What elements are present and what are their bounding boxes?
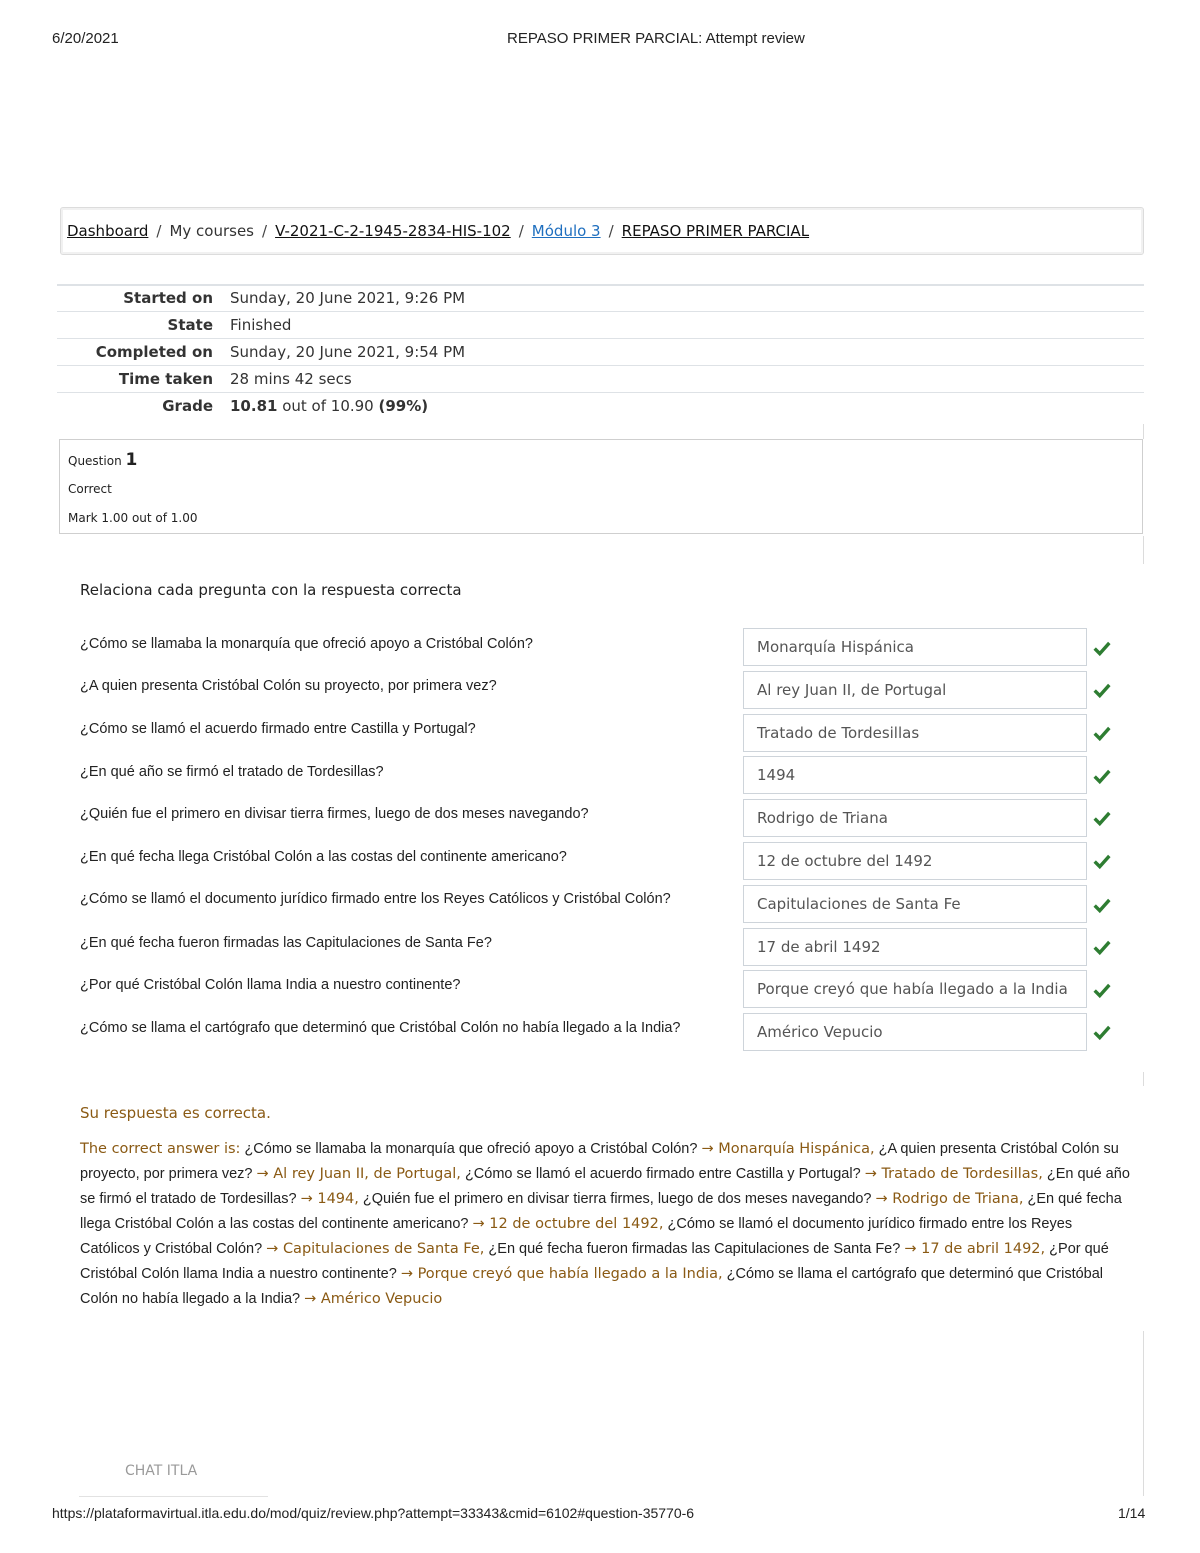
summary-row-time [57,365,1144,391]
breadcrumb-separator: / [608,222,614,240]
question-number-value: 1 [125,450,138,470]
summary-row-completed [57,338,1144,364]
breadcrumb-quiz-link[interactable]: REPASO PRIMER PARCIAL [621,222,810,240]
breadcrumb [60,207,1144,255]
ca-question: ¿Quién fue el primero en divisar tierra firmes, luego de dos meses navegando? [362,1191,872,1207]
ca-question: ¿A quien presenta Cristóbal Colón su proyecto, por primera vez? [80,1141,1119,1182]
divider [1143,1331,1144,1496]
ca-answer: 17 de abril 1492 [921,1241,1041,1257]
match-answer-select[interactable]: Monarquía Hispánica [743,628,1087,666]
match-question-text: ¿A quien presenta Cristóbal Colón su proyecto, por primera vez? [80,678,497,694]
grade-label: Grade [162,396,213,415]
breadcrumb-dashboard-link[interactable]: Dashboard [67,222,149,240]
match-question-text: ¿En qué año se firmó el tratado de Tordesillas? [80,764,384,780]
match-question-text: ¿Cómo se llamó el documento jurídico firmado entre los Reyes Católicos y Cristóbal Colón? [80,891,671,907]
started-on-label: Started on [123,289,213,307]
breadcrumb-separator: / [156,222,162,240]
divider [79,1496,268,1497]
match-answer-select[interactable]: Rodrigo de Triana [743,799,1087,837]
breadcrumb-my-courses: My courses [169,222,254,240]
match-answer-select[interactable]: 12 de octubre del 1492 [743,842,1087,880]
check-icon [1093,639,1111,657]
summary-row-grade [57,392,1144,418]
completed-on-label: Completed on [95,342,213,361]
match-question-text: ¿Cómo se llamó el acuerdo firmado entre Castilla y Portugal? [80,721,476,737]
grade-score: 10.81 [230,396,278,415]
ca-answer: Tratado de Tordesillas [881,1166,1039,1182]
breadcrumb-module-link[interactable]: Módulo 3 [531,222,601,240]
print-footer-url: https://plataformavirtual.itla.edu.do/mod/quiz/review.php?attempt=33343&cmid=6102#question-35770-6 [52,1505,695,1521]
completed-on-value: Sunday, 20 June 2021, 9:54 PM [230,342,466,361]
match-answer-select[interactable]: Al rey Juan II, de Portugal [743,671,1087,709]
ca-answer: Américo Vepucio [320,1291,443,1307]
match-answer-select[interactable]: Porque creyó que había llegado a la India [743,970,1087,1008]
ca-question: ¿Cómo se llama el cartógrafo que determinó que Cristóbal Colón no había llegado a la India? [80,1266,1104,1307]
ca-question: ¿Por qué Cristóbal Colón llama India a nuestro continente? [80,1241,1109,1282]
ca-answer: Monarquía Hispánica [718,1141,870,1157]
match-answer-select[interactable]: Capitulaciones de Santa Fe [743,885,1087,923]
breadcrumb-separator: / [518,222,524,240]
state-value: Finished [230,315,292,334]
check-icon [1093,767,1111,785]
match-question-text: ¿Cómo se llama el cartógrafo que determinó que Cristóbal Colón no había llegado a la India? [80,1020,681,1036]
match-answer-select[interactable]: Américo Vepucio [743,1013,1087,1051]
ca-question: ¿En qué fecha llega Cristóbal Colón a las costas del continente americano? [80,1191,1122,1232]
match-answer-select[interactable]: Tratado de Tordesillas [743,714,1087,752]
match-answer-select[interactable]: 1494 [743,756,1087,794]
ca-answer: Porque creyó que había llegado a la India [417,1266,718,1282]
feedback-text: Su respuesta es correcta. [80,1104,271,1122]
grade-percent: (99%) [378,396,429,415]
question-prompt: Relaciona cada pregunta con la respuesta correcta [80,581,462,599]
started-on-value: Sunday, 20 June 2021, 9:26 PM [230,289,466,307]
time-taken-value: 28 mins 42 secs [230,369,352,388]
ca-question: ¿En qué año se firmó el tratado de Tordesillas? [80,1166,1130,1207]
question-label: Question [68,454,122,468]
ca-question: ¿Cómo se llamaba la monarquía que ofreció apoyo a Cristóbal Colón? [244,1141,698,1157]
grade-value [230,397,428,415]
breadcrumb-separator: / [262,222,268,240]
print-title: REPASO PRIMER PARCIAL: Attempt review [507,30,805,47]
check-icon [1093,809,1111,827]
check-icon [1093,681,1111,699]
chat-itla-link[interactable]: CHAT ITLA [125,1463,198,1479]
check-icon [1093,938,1111,956]
ca-answer: Capitulaciones de Santa Fe [282,1241,480,1257]
correct-answer-text: The correct answer is: ¿Cómo se llamaba la monarquía que ofreció apoyo a Cristóbal Colón? → Monarquía Hispánica, ¿A quien presenta Cristóbal Colón su proyecto, por primera vez? → Al rey Juan II, de Portugal, ¿Cómo se llamó el acuerdo firmado entre Castilla y Portugal? → Tratado de Tordesillas, ¿En qué año se firmó el tratado de Tordesillas? → 1494, ¿Quién fue el primero en divisar tierra firmes, luego de dos meses navegando? → Rodrigo de Triana, ¿En qué fecha llega Cristóbal Colón a las costas del continente americano? → 12 de octubre del 1492, ¿Cómo se llamó el documento jurídico firmado entre los Reyes Católicos y Cristóbal Colón? → Capitulaciones de Santa Fe, ¿En qué fecha fueron firmadas las Capitulaciones de Santa Fe? → 17 de abril 1492, ¿Por qué Cristóbal Colón llama India a nuestro continente? → Porque creyó que había llegado a la India, ¿Cómo se llama el cartógrafo que determinó que Cristóbal Colón no había llegado a la India? → Américo Vepucio [80,1141,1130,1307]
print-date: 6/20/2021 [52,30,119,47]
ca-question: ¿Cómo se llamó el acuerdo firmado entre Castilla y Portugal? [464,1166,861,1182]
divider [1143,424,1144,439]
grade-out-of: out of 10.90 [277,396,379,415]
ca-question: ¿En qué fecha fueron firmadas las Capitulaciones de Santa Fe? [488,1241,901,1257]
attempt-summary-table [57,284,1144,419]
correct-answer-label: The correct answer is: [80,1141,241,1157]
time-taken-label: Time taken [118,369,213,388]
question-info-box [59,439,1143,534]
breadcrumb-course-link[interactable]: V-2021-C-2-1945-2834-HIS-102 [275,222,511,240]
match-question-text: ¿Cómo se llamaba la monarquía que ofreció apoyo a Cristóbal Colón? [80,636,533,652]
ca-question: ¿Cómo se llamó el documento jurídico firmado entre los Reyes Católicos y Cristóbal Colón? [80,1216,1073,1257]
ca-answer: Rodrigo de Triana [892,1191,1019,1207]
ca-answer: Al rey Juan II, de Portugal [273,1166,457,1182]
state-label: State [167,315,213,334]
summary-row-started [57,284,1144,310]
check-icon [1093,724,1111,742]
match-question-text: ¿En qué fecha fueron firmadas las Capitulaciones de Santa Fe? [80,935,492,951]
ca-answer: 12 de octubre del 1492 [489,1216,659,1232]
ca-answer: 1494 [317,1191,355,1207]
summary-row-state [57,311,1144,337]
match-question-text: ¿Por qué Cristóbal Colón llama India a nuestro continente? [80,977,461,993]
question-state: Correct [68,482,112,496]
check-icon [1093,1023,1111,1041]
match-question-text: ¿En qué fecha llega Cristóbal Colón a las costas del continente americano? [80,849,567,865]
question-number [68,450,137,470]
match-answer-select[interactable]: 17 de abril 1492 [743,928,1087,966]
divider [1143,1072,1144,1086]
divider [1143,536,1144,564]
check-icon [1093,896,1111,914]
match-question-text: ¿Quién fue el primero en divisar tierra firmes, luego de dos meses navegando? [80,806,589,822]
check-icon [1093,981,1111,999]
print-page-number: 1/14 [1118,1505,1146,1521]
question-mark: Mark 1.00 out of 1.00 [68,511,198,525]
check-icon [1093,852,1111,870]
